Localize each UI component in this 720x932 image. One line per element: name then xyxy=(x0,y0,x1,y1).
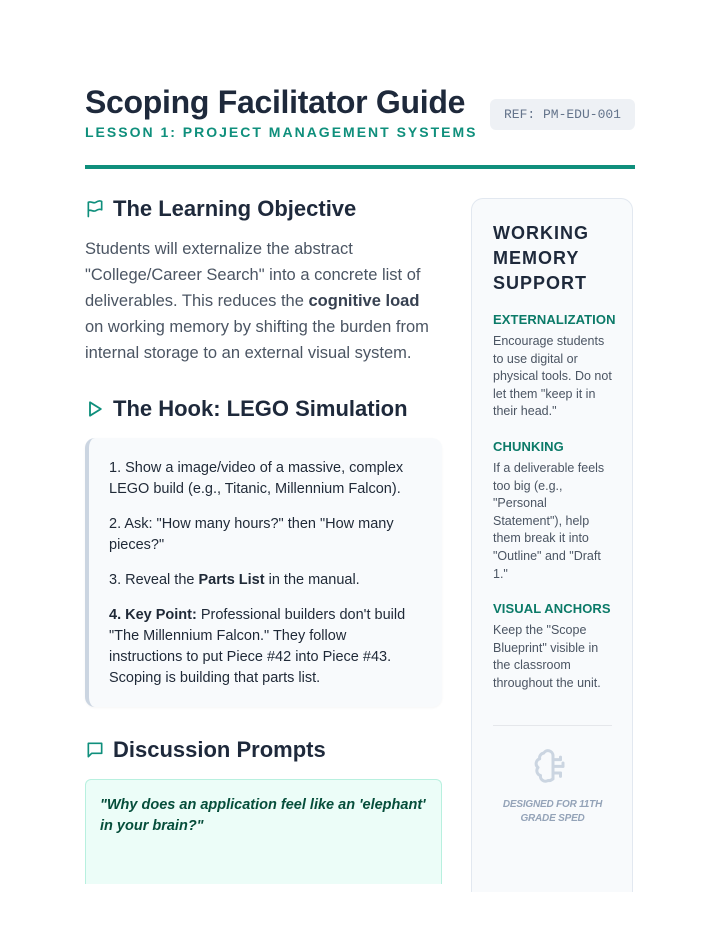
parts-list-emphasis: Parts List xyxy=(198,572,265,588)
sidebar-section-label: EXTERNALIZATION xyxy=(493,312,616,327)
step-text: Professional builders don't build "The Millennium Falcon." They follow instructions to put Piece #42 into Piece #43. Scoping is building that parts list. xyxy=(109,607,406,686)
flag-icon xyxy=(85,199,105,219)
brain-icon xyxy=(533,748,573,788)
hook-heading xyxy=(85,396,442,422)
step-text: in the manual. xyxy=(264,572,360,588)
hook-step-1: 1. Show a image/video of a massive, complex LEGO build (e.g., Titanic, Millennium Falcon). xyxy=(109,460,404,497)
chat-bubble-icon xyxy=(85,740,105,760)
hook-step-4 xyxy=(109,605,420,689)
objective-heading-text: The Learning Objective xyxy=(113,196,357,221)
discussion-prompt: "Why does an application feel like an 'elephant' in your brain?" xyxy=(100,797,426,834)
sidebar-section-visual-anchors xyxy=(493,601,612,692)
header-divider xyxy=(85,165,635,169)
lesson-subtitle: LESSON 1: PROJECT MANAGEMENT SYSTEMS xyxy=(85,124,478,140)
main-content xyxy=(85,196,442,884)
sidebar-section-label: VISUAL ANCHORS xyxy=(493,601,611,617)
sidebar-section-label: CHUNKING xyxy=(493,438,564,454)
working-memory-sidebar xyxy=(471,198,633,892)
sidebar-title: WORKING MEMORY SUPPORT xyxy=(493,223,589,293)
sidebar-divider xyxy=(493,725,612,726)
cognitive-load-emphasis: cognitive load xyxy=(308,292,420,310)
sidebar-section-externalization xyxy=(493,312,616,421)
hook-heading-text: The Hook: LEGO Simulation xyxy=(113,396,408,421)
objective-heading xyxy=(85,196,442,222)
hook-step-3 xyxy=(109,570,420,591)
step-text: 3. Reveal the xyxy=(109,572,199,588)
hook-steps-box xyxy=(85,438,442,707)
sidebar-section-text: If a deliverable feels too big (e.g., "Personal Statement"), help them break it into "Outline" and "Draft 1." xyxy=(493,460,605,581)
objective-text xyxy=(85,236,442,366)
objective-text-part: Students will externalize the abstract "College/Career Search" into a concrete list of deliverables. This reduces the xyxy=(85,240,421,310)
reference-badge: REF: PM-EDU-001 xyxy=(490,99,635,130)
play-icon xyxy=(85,399,105,419)
discussion-prompt-box xyxy=(85,779,442,884)
sidebar-footer: DESIGNED FOR 11TH GRADE SPED xyxy=(502,798,603,824)
page-title: Scoping Facilitator Guide xyxy=(85,84,466,120)
sidebar-section-text: Keep the "Scope Blueprint" visible in the classroom throughout the unit. xyxy=(493,623,601,690)
sidebar-section-chunking xyxy=(493,439,612,583)
hook-step-2: 2. Ask: "How many hours?" then "How many pieces?" xyxy=(109,516,394,553)
discussion-heading-text: Discussion Prompts xyxy=(113,737,326,762)
key-point-label: 4. Key Point: xyxy=(109,607,197,623)
sidebar-section-text: Encourage students to use digital or physical tools. Do not let them "keep it in their head." xyxy=(493,334,612,419)
objective-text-part: on working memory by shifting the burden from internal storage to an external visual system. xyxy=(85,318,429,362)
discussion-heading xyxy=(85,737,442,763)
